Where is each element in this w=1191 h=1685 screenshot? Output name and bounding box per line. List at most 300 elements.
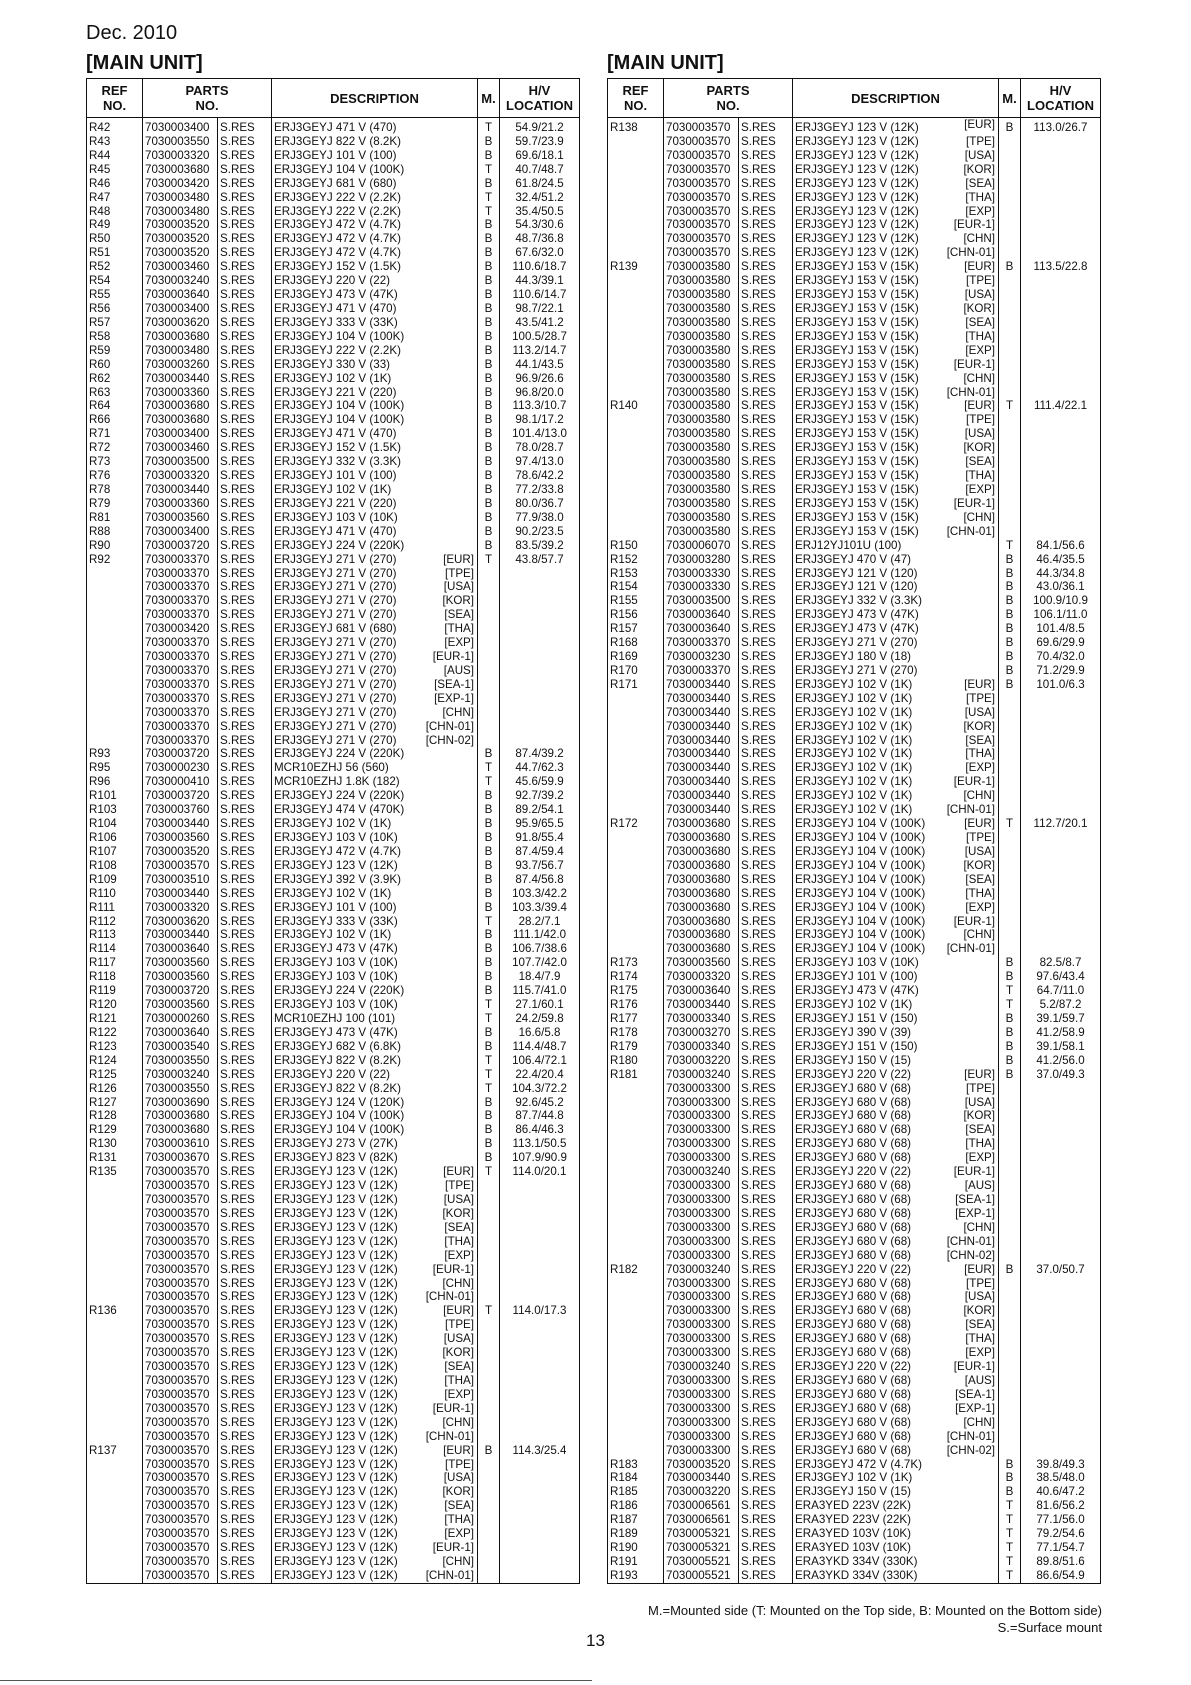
part-type: S.RES — [218, 1123, 272, 1137]
part-no: 7030003340 — [664, 1040, 739, 1054]
table-row — [87, 1458, 580, 1472]
hv-location: 39.1/59.7 — [1021, 1012, 1101, 1026]
description-text: ERJ3GEYJ 123 V (12K) — [274, 858, 398, 872]
ref-no — [608, 747, 664, 761]
mounted-side: B — [478, 831, 500, 845]
description — [793, 622, 999, 636]
table-row — [608, 859, 1101, 873]
ref-no — [608, 302, 664, 316]
hv-location: 113.5/22.8 — [1021, 260, 1101, 274]
description-text: ERJ3GEYJ 153 V (15K) — [795, 371, 919, 385]
description-text: ERJ3GEYJ 102 V (1K) — [274, 482, 392, 496]
description — [793, 942, 999, 956]
hv-location — [500, 706, 580, 720]
hv-location — [1021, 1416, 1101, 1430]
ref-no: R52 — [87, 260, 143, 274]
table-row — [608, 1165, 1101, 1179]
description — [793, 316, 999, 330]
destination-tag: [USA] — [443, 1332, 475, 1346]
hv-location — [1021, 205, 1101, 219]
part-no: 7030003400 — [143, 525, 218, 539]
part-no: 7030003570 — [143, 1569, 218, 1583]
description-text: ERJ3GEYJ 123 V (12K) — [274, 1527, 398, 1541]
hv-location — [1021, 149, 1101, 163]
ref-no — [87, 1416, 143, 1430]
hv-location: 44.3/39.1 — [500, 274, 580, 288]
part-type: S.RES — [218, 553, 272, 567]
mounted-side: B — [478, 344, 500, 358]
mounted-side — [478, 678, 500, 692]
mounted-side: B — [478, 1109, 500, 1123]
description-text: ERJ3GEYJ 333 V (33K) — [274, 914, 398, 928]
ref-no — [608, 1082, 664, 1096]
part-no: 7030003300 — [664, 1179, 739, 1193]
table-row — [608, 734, 1101, 748]
part-no: 7030003560 — [143, 970, 218, 984]
description-text: ERJ3GEYJ 680 V (68) — [795, 1415, 912, 1429]
part-no: 7030003680 — [143, 1109, 218, 1123]
hv-location — [500, 678, 580, 692]
ref-no: R57 — [87, 316, 143, 330]
mounted-side: T — [478, 1012, 500, 1026]
hv-location — [1021, 525, 1101, 539]
description — [272, 1360, 478, 1374]
legend-surface-mount: S.=Surface mount — [997, 1620, 1102, 1635]
description-text: ERA3YKD 334V (330K) — [795, 1554, 918, 1568]
part-no: 7030003400 — [143, 302, 218, 316]
description — [793, 1096, 999, 1110]
hv-location: 22.4/20.4 — [500, 1068, 580, 1082]
description-text: ERJ3GEYJ 680 V (68) — [795, 1248, 912, 1262]
description — [793, 1290, 999, 1304]
part-no: 7030003570 — [664, 218, 739, 232]
table-row — [87, 1290, 580, 1304]
description — [793, 761, 999, 775]
ref-no: R56 — [87, 302, 143, 316]
part-no: 7030003580 — [664, 302, 739, 316]
hv-location — [500, 1402, 580, 1416]
mounted-side: B — [478, 1096, 500, 1110]
part-no: 7030003440 — [664, 789, 739, 803]
description — [793, 998, 999, 1012]
table-row — [87, 118, 580, 135]
hv-location: 106.1/11.0 — [1021, 608, 1101, 622]
part-no: 7030003570 — [143, 1179, 218, 1193]
description — [793, 344, 999, 358]
mounted-side — [999, 1151, 1021, 1165]
part-no: 7030003570 — [664, 149, 739, 163]
destination-tag: [USA] — [443, 1192, 475, 1206]
part-no: 7030003680 — [143, 399, 218, 413]
description — [793, 455, 999, 469]
destination-tag: [EUR-1] — [953, 775, 996, 789]
destination-tag: [CHN-01] — [425, 1290, 475, 1304]
part-no: 7030003640 — [664, 622, 739, 636]
ref-no: R107 — [87, 845, 143, 859]
hv-location: 103.3/39.4 — [500, 901, 580, 915]
part-no: 7030003580 — [664, 386, 739, 400]
part-type: S.RES — [739, 915, 793, 929]
part-type: S.RES — [739, 246, 793, 260]
ref-no — [608, 1137, 664, 1151]
part-type: S.RES — [739, 1485, 793, 1499]
description — [793, 427, 999, 441]
destination-tag: [EUR-1] — [432, 1401, 475, 1415]
mounted-side: B — [478, 901, 500, 915]
col-header-description: DESCRIPTION — [272, 79, 478, 118]
hv-location — [1021, 1193, 1101, 1207]
ref-no — [608, 1346, 664, 1360]
ref-no — [87, 1402, 143, 1416]
part-no: 7030003570 — [143, 859, 218, 873]
hv-location — [1021, 1249, 1101, 1263]
part-type: S.RES — [218, 441, 272, 455]
description — [793, 1012, 999, 1026]
table-row — [608, 887, 1101, 901]
table-row — [608, 1513, 1101, 1527]
mounted-side — [999, 1207, 1021, 1221]
part-type: S.RES — [739, 302, 793, 316]
destination-tag: [CHN-01] — [946, 1234, 996, 1248]
mounted-side: B — [478, 1151, 500, 1165]
part-no: 7030003720 — [143, 984, 218, 998]
description-text: ERJ3GEYJ 123 V (12K) — [274, 1192, 398, 1206]
ref-no: R153 — [608, 567, 664, 581]
mounted-side: B — [478, 455, 500, 469]
description — [793, 594, 999, 608]
part-no: 7030003570 — [143, 1388, 218, 1402]
mounted-side — [478, 594, 500, 608]
part-no: 7030003640 — [664, 608, 739, 622]
description-text: ERJ3GEYJ 224 V (220K) — [274, 789, 405, 803]
part-type: S.RES — [739, 1471, 793, 1485]
description-text: ERJ3GEYJ 123 V (12K) — [274, 1373, 398, 1387]
ref-no — [608, 928, 664, 942]
part-no: 7030003360 — [143, 386, 218, 400]
hv-location: 115.7/41.0 — [500, 984, 580, 998]
ref-no — [608, 525, 664, 539]
ref-no: R178 — [608, 1026, 664, 1040]
part-type: S.RES — [739, 1026, 793, 1040]
part-no: 7030003570 — [143, 1499, 218, 1513]
hv-location — [500, 622, 580, 636]
part-no: 7030003570 — [143, 1471, 218, 1485]
table-row — [608, 567, 1101, 581]
description — [272, 1527, 478, 1541]
ref-no: R180 — [608, 1054, 664, 1068]
part-type: S.RES — [739, 859, 793, 873]
destination-tag: [EXP-1] — [955, 1401, 996, 1415]
part-no: 7030003400 — [143, 427, 218, 441]
description-text: ERJ3GEYJ 102 V (1K) — [795, 677, 913, 691]
mounted-side — [999, 1109, 1021, 1123]
description — [793, 664, 999, 678]
mounted-side — [478, 1193, 500, 1207]
description-text: ERJ3GEYJ 472 V (4.7K) — [274, 232, 401, 246]
mounted-side: B — [478, 135, 500, 149]
ref-no — [87, 1374, 143, 1388]
table-row — [87, 1068, 580, 1082]
mounted-side: B — [478, 316, 500, 330]
part-type: S.RES — [218, 1082, 272, 1096]
part-type: S.RES — [218, 1290, 272, 1304]
description-text: ERJ3GEYJ 271 V (270) — [274, 705, 397, 719]
table-row — [87, 1304, 580, 1318]
description-text: ERJ3GEYJ 680 V (68) — [795, 1220, 912, 1234]
description-text: ERJ3GEYJ 123 V (12K) — [795, 134, 919, 148]
description-text: ERJ3GEYJ 680 V (68) — [795, 1179, 912, 1193]
part-type: S.RES — [218, 413, 272, 427]
table-row — [87, 260, 580, 274]
description — [793, 177, 999, 191]
destination-tag: [CHN] — [963, 510, 996, 524]
description-text: ERJ3GEYJ 104 V (100K) — [274, 413, 405, 427]
mounted-side — [999, 1277, 1021, 1291]
hv-location — [500, 664, 580, 678]
hv-location — [1021, 274, 1101, 288]
ref-no — [608, 1388, 664, 1402]
part-type: S.RES — [218, 1026, 272, 1040]
ref-no — [608, 1096, 664, 1110]
ref-no — [87, 594, 143, 608]
hv-location: 48.7/36.8 — [500, 232, 580, 246]
ref-no: R124 — [87, 1054, 143, 1068]
part-type: S.RES — [218, 344, 272, 358]
part-no: 7030003580 — [664, 427, 739, 441]
part-no: 7030003570 — [664, 135, 739, 149]
part-type: S.RES — [739, 1277, 793, 1291]
hv-location — [1021, 706, 1101, 720]
part-no: 7030003440 — [664, 747, 739, 761]
part-no: 7030003570 — [143, 1513, 218, 1527]
page-number: 13 — [586, 1631, 605, 1650]
hv-location: 97.4/13.0 — [500, 455, 580, 469]
part-no: 7030003720 — [143, 789, 218, 803]
part-type: S.RES — [218, 1346, 272, 1360]
part-no: 7030003570 — [143, 1430, 218, 1444]
description — [793, 274, 999, 288]
table-row — [608, 1096, 1101, 1110]
hv-location: 70.4/32.0 — [1021, 650, 1101, 664]
destination-tag: [KOR] — [963, 441, 996, 455]
part-no: 7030003680 — [143, 163, 218, 177]
destination-tag: [CHN-01] — [946, 1429, 996, 1443]
mounted-side: B — [999, 1012, 1021, 1026]
part-no: 7030003680 — [664, 915, 739, 929]
hv-location — [1021, 288, 1101, 302]
hv-location — [500, 1221, 580, 1235]
table-row — [87, 330, 580, 344]
part-type: S.RES — [739, 1513, 793, 1527]
part-no: 7030003500 — [143, 455, 218, 469]
part-type: S.RES — [739, 998, 793, 1012]
ref-no: R49 — [87, 218, 143, 232]
description — [272, 1541, 478, 1555]
part-no: 7030003580 — [664, 288, 739, 302]
description — [793, 956, 999, 970]
description-text: ERJ3GEYJ 153 V (15K) — [795, 524, 919, 538]
destination-tag: [EUR] — [964, 1067, 996, 1081]
description — [272, 497, 478, 511]
hv-location — [1021, 845, 1101, 859]
part-no: 7030003330 — [664, 567, 739, 581]
description — [272, 441, 478, 455]
table-row — [87, 455, 580, 469]
part-type: S.RES — [739, 1123, 793, 1137]
hv-location: 16.6/5.8 — [500, 1026, 580, 1040]
part-type: S.RES — [218, 928, 272, 942]
part-no: 7030003320 — [143, 149, 218, 163]
part-no: 7030003370 — [143, 636, 218, 650]
part-no: 7030003500 — [664, 594, 739, 608]
table-row — [87, 567, 580, 581]
part-no: 7030003460 — [143, 441, 218, 455]
description-text: ERJ3GEYJ 224 V (220K) — [274, 538, 405, 552]
ref-no — [608, 469, 664, 483]
table-row — [608, 706, 1101, 720]
hv-location — [1021, 1109, 1101, 1123]
part-no: 7030003300 — [664, 1235, 739, 1249]
ref-no: R129 — [87, 1123, 143, 1137]
ref-no — [87, 678, 143, 692]
description — [272, 149, 478, 163]
description-text: ERJ3GEYJ 104 V (100K) — [795, 817, 926, 831]
ref-no: R187 — [608, 1513, 664, 1527]
ref-no — [87, 1249, 143, 1263]
part-no: 7030003300 — [664, 1082, 739, 1096]
hv-location: 110.6/14.7 — [500, 288, 580, 302]
mounted-side: B — [999, 622, 1021, 636]
hv-location: 35.4/50.5 — [500, 205, 580, 219]
mounted-side: B — [478, 372, 500, 386]
description — [793, 386, 999, 400]
part-type: S.RES — [218, 1430, 272, 1444]
hv-location — [1021, 177, 1101, 191]
table-row — [87, 205, 580, 219]
destination-tag: [SEA-1] — [434, 677, 475, 691]
ref-no — [608, 1151, 664, 1165]
mounted-side: B — [999, 567, 1021, 581]
part-no: 7030003480 — [143, 344, 218, 358]
mounted-side — [478, 1360, 500, 1374]
description-text: ERJ3GEYJ 123 V (12K) — [274, 1443, 398, 1457]
description — [272, 901, 478, 915]
description — [793, 232, 999, 246]
table-row — [87, 1388, 580, 1402]
ref-no — [608, 330, 664, 344]
part-type: S.RES — [218, 1555, 272, 1569]
table-row — [608, 1555, 1101, 1569]
mounted-side: B — [999, 1026, 1021, 1040]
part-type: S.RES — [218, 1388, 272, 1402]
hv-location — [1021, 859, 1101, 873]
ref-no — [608, 692, 664, 706]
description — [272, 706, 478, 720]
mounted-side — [999, 232, 1021, 246]
destination-tag: [TPE] — [445, 1318, 475, 1332]
part-no: 7030003570 — [664, 118, 739, 135]
part-type: S.RES — [218, 775, 272, 789]
part-type: S.RES — [739, 413, 793, 427]
hv-location: 106.4/72.1 — [500, 1054, 580, 1068]
mounted-side — [478, 1277, 500, 1291]
ref-no — [608, 316, 664, 330]
description — [793, 1165, 999, 1179]
description — [272, 1054, 478, 1068]
part-no: 7030003560 — [143, 831, 218, 845]
destination-tag: [USA] — [964, 427, 996, 441]
destination-tag: [TPE] — [966, 413, 996, 427]
description-text: ERJ3GEYJ 473 V (47K) — [274, 942, 398, 956]
description-text: ERJ3GEYJ 271 V (270) — [274, 691, 397, 705]
part-no: 7030003550 — [143, 1082, 218, 1096]
hv-location: 32.4/51.2 — [500, 191, 580, 205]
destination-tag: [USA] — [964, 844, 996, 858]
mounted-side: T — [478, 163, 500, 177]
ref-no — [608, 1235, 664, 1249]
part-no: 7030003300 — [664, 1277, 739, 1291]
table-row — [87, 775, 580, 789]
description-text: ERJ3GEYJ 150 V (15) — [795, 1053, 912, 1067]
part-type: S.RES — [739, 1569, 793, 1583]
description — [272, 650, 478, 664]
description-text: ERJ3GEYJ 333 V (33K) — [274, 315, 398, 329]
description-text: ERJ3GEYJ 101 V (100) — [274, 469, 397, 483]
table-row — [87, 1263, 580, 1277]
hv-location — [500, 1332, 580, 1346]
table-row — [608, 1207, 1101, 1221]
ref-no: R136 — [87, 1304, 143, 1318]
table-row — [608, 1304, 1101, 1318]
hv-location: 39.1/58.1 — [1021, 1040, 1101, 1054]
part-no: 7030003720 — [143, 747, 218, 761]
table-row — [87, 163, 580, 177]
part-type: S.RES — [218, 998, 272, 1012]
description-text: ERJ3GEYJ 123 V (12K) — [795, 232, 919, 246]
hv-location — [500, 1458, 580, 1472]
description — [793, 1040, 999, 1054]
part-type: S.RES — [739, 205, 793, 219]
ref-no: R106 — [87, 831, 143, 845]
description-text: ERJ3GEYJ 123 V (12K) — [795, 176, 919, 190]
ref-no — [608, 761, 664, 775]
ref-no: R90 — [87, 539, 143, 553]
ref-no — [608, 775, 664, 789]
table-row — [87, 734, 580, 748]
destination-tag: [TPE] — [445, 1179, 475, 1193]
hv-location — [1021, 1221, 1101, 1235]
table-row — [608, 511, 1101, 525]
description-text: ERJ3GEYJ 392 V (3.9K) — [274, 872, 401, 886]
ref-no: R101 — [87, 789, 143, 803]
mounted-side: B — [478, 942, 500, 956]
table-row — [608, 873, 1101, 887]
part-no: 7030003610 — [143, 1137, 218, 1151]
part-no: 7030003510 — [143, 873, 218, 887]
ref-no — [608, 441, 664, 455]
destination-tag: [THA] — [965, 1332, 996, 1346]
hv-location: 110.6/18.7 — [500, 260, 580, 274]
part-type: S.RES — [739, 761, 793, 775]
ref-no: R64 — [87, 399, 143, 413]
table-row — [87, 1430, 580, 1444]
part-type: S.RES — [739, 1555, 793, 1569]
mounted-side: B — [478, 330, 500, 344]
part-type: S.RES — [218, 1374, 272, 1388]
ref-no — [608, 942, 664, 956]
description-text: ERJ3GEYJ 271 V (270) — [274, 650, 397, 664]
description-text: ERJ12YJ101U (100) — [795, 538, 902, 552]
